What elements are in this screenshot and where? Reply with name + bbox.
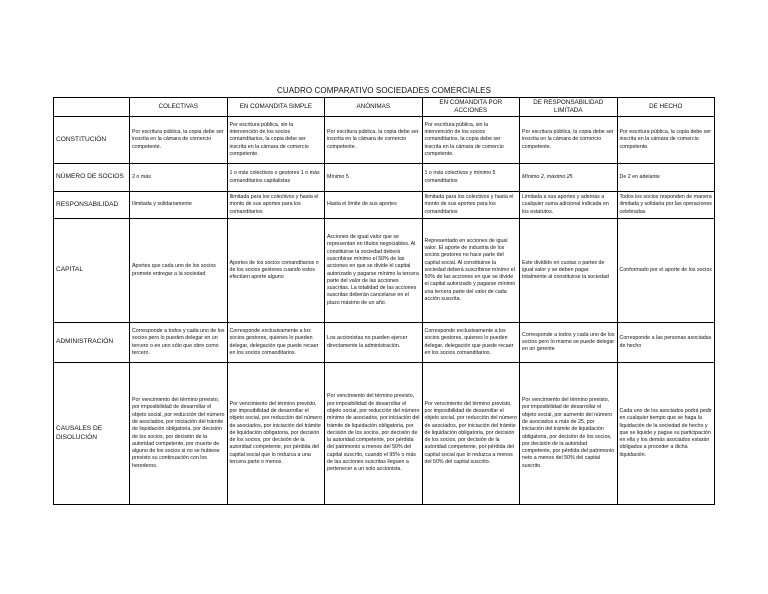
table-cell: Por vencimiento del término previsto, por imposibilidad de desarrollar el objeto social, por aumento del número de asociados a más de 25, por iniciación del trámite de liquidación obligatoria, por decisión de los socios, por decisión de la autoridad competente, por pérdida del patrimonio neto a menos del 50% del capital suscrito. <box>520 363 618 505</box>
table-cell: Por escritura pública, sin la intervención de los socios comanditarios, la copia debe ser inscrita en la cámara de comercio competente. <box>422 117 520 164</box>
table-cell: Acciones de igual valor que se representan en títulos negociables. Al constituirse la sociedad deberá suscribirse mínimo el 50% de las acciones en que se divide el capital autorizado y pagarse mínimo la tercera parte del valor de las acciones suscritas. La totalidad de las acciones suscritas deberán cancelarse en el plazo máximo de un año. <box>325 219 423 323</box>
column-header: EN COMANDITA SIMPLE <box>227 98 325 117</box>
table-cell: Corresponde exclusivamente a los socios gestores, quienes lo pueden delegar, delegación que puede recaer en los socios comanditarios. <box>422 323 520 363</box>
table-cell: Por escritura pública, sin la intervención de los socios comanditarios, la copia debe ser inscrita en la cámara de comercio competente. <box>227 117 325 164</box>
table-row <box>54 323 715 363</box>
table-cell: Cada uno de los asociados podrá pedir en cualquier tiempo que se haga la liquidación de la sociedad de hecho y que se liquide y pague su participación en ella y los demás asociados estarán obligados a proceder a dicha liquidación. <box>617 363 715 505</box>
column-header: ANÓNIMAS <box>325 98 423 117</box>
table-cell: Ilimitada y solidariamente <box>130 192 228 219</box>
row-label: NÚMERO DE SOCIOS <box>54 164 130 192</box>
row-label: CONSTITUCIÓN <box>54 117 130 164</box>
table-cell: Corresponde a todos y cada uno de los socios pero lo pueden delegar en un tercero o en uno sólo que obre como tercero. <box>130 323 228 363</box>
column-header: COLECTIVAS <box>130 98 228 117</box>
table-cell: Este dividido en cuotas o partes de igual valor y se deben pagar totalmente al constituirse la sociedad <box>520 219 618 323</box>
table-cell: Por escritura pública, la copia debe ser inscrita en la cámara de comercio competente. <box>130 117 228 164</box>
table-row <box>54 117 715 164</box>
table-cell: Corresponde a todos y cada uno de los socios pero lo mismo se puede delegar en un gerente <box>520 323 618 363</box>
table-row <box>54 164 715 192</box>
table-cell: Todos los socios responden de manera ilimitada y solidaria por las operaciones celebradas <box>617 192 715 219</box>
table-row <box>54 219 715 323</box>
header-corner <box>54 98 130 117</box>
table-cell: Por escritura pública, la copia debe ser inscrita en la cámara de comercio competente. <box>325 117 423 164</box>
table-cell: Hasta el límite de sus aportes <box>325 192 423 219</box>
table-row <box>54 363 715 505</box>
table-cell: Los accionistas no pueden ejercer directamente la administración. <box>325 323 423 363</box>
column-header: DE HECHO <box>617 98 715 117</box>
table-cell: Representado en acciones de igual valor. El aporte de industria de los socios gestores no hace parte del capital social. Al constituirse la sociedad deberá suscribirse mínimo el 50% de las acciones en que se divide el capital autorizado y pagarse mínimo una tercera parte del valor de cada acción suscrita. <box>422 219 520 323</box>
page-title: CUADRO COMPARATIVO SOCIEDADES COMERCIALES <box>276 86 492 95</box>
table-cell: Conformado por el aporte de los socios <box>617 219 715 323</box>
table-cell: Ilimitada para los colectivos y hasta el monto de sus aportes para los comanditarios <box>422 192 520 219</box>
table-cell: Corresponde exclusivamente a los socios gestores, quienes lo pueden delegar, delegación que puede recaer en los socios comanditarios. <box>227 323 325 363</box>
row-label: CAUSALES DE DISOLUCIÓN <box>54 363 130 505</box>
column-header: EN COMANDITA POR ACCIONES <box>422 98 520 117</box>
table-cell: Por vencimiento del término previsto, por imposibilidad de desarrollar el objeto social, por reducción del número de asociados, por iniciación del trámite de liquidación obligatoria, por decisión de los socios, por decisión de la autoridad competente, por pérdida del capital social que lo reduzca a una tercera parte o menos. <box>227 363 325 505</box>
header-row <box>54 98 715 117</box>
table-cell: 1 o más colectivos y mínimo 5 comanditarios <box>422 164 520 192</box>
table-cell: Por vencimiento del término previsto, por imposibilidad de desarrollar el objeto social, por reducción del número de asociados, por iniciación del trámite de liquidación obligatoria, por decisión de los socios, por decisión de la autoridad competente, por pérdida del capital social que lo reduzca a menos del 50% del capital suscrito. <box>422 363 520 505</box>
table-cell: 1 o más colectivos o gestores 1 o más comanditarios capitalistas <box>227 164 325 192</box>
table-cell: Por vencimiento del término previsto, por imposibilidad de desarrollar el objeto social, por reducción del número de asociados, por iniciación del trámite de liquidación obligatoria, por decisión de los socios, por decisión de la autoridad competente, por muerte de alguno de los socios si no se hubiese previsto su continuación con los herederos. <box>130 363 228 505</box>
table-cell: Mínimo 2, máximo 25 <box>520 164 618 192</box>
table-cell: Por escritura pública, la copia debe ser inscrita en la cámara de comercio competente. <box>617 117 715 164</box>
column-header: DE RESPONSABILIDAD LIMITADA <box>520 98 618 117</box>
table-cell: Aportes de los socios comanditarios o de los socios gestores cuando estos efectúen aporte alguno <box>227 219 325 323</box>
table-row <box>54 192 715 219</box>
comparison-table <box>53 97 715 505</box>
table-cell: Limitada a sus aportes y además a cualquier suma adicional indicada en los estatutos. <box>520 192 618 219</box>
table-cell: Por escritura pública, la copia debe ser inscrita en la cámara de comercio competente. <box>520 117 618 164</box>
table-cell: Corresponde a las personas asociadas de hecho <box>617 323 715 363</box>
table-cell: Ilimitada para los colectivos y hasta el monto de sus aportes para los comanditarios <box>227 192 325 219</box>
row-label: CAPITAL <box>54 219 130 323</box>
table-cell: De 2 en adelante <box>617 164 715 192</box>
row-label: ADMINISTRACIÓN <box>54 323 130 363</box>
table-cell: Aportes que cada uno de los socios promete entregar a la sociedad <box>130 219 228 323</box>
row-label: RESPONSABILIDAD <box>54 192 130 219</box>
table-cell: Mínimo 5 <box>325 164 423 192</box>
table-cell: Por vencimiento del término previsto, por imposibilidad de desarrollar el objeto social, por reducción del número mínimo de asociados, por iniciación del trámite de liquidación obligatoria, por decisión de los socios, por decisión de la autoridad competente, por pérdida del patrimonio a menos del 50% del capital suscrito, cuando el 95% o más de las acciones suscritas lleguen a pertenecer a un solo accionista. <box>325 363 423 505</box>
table-cell: 2 o más <box>130 164 228 192</box>
